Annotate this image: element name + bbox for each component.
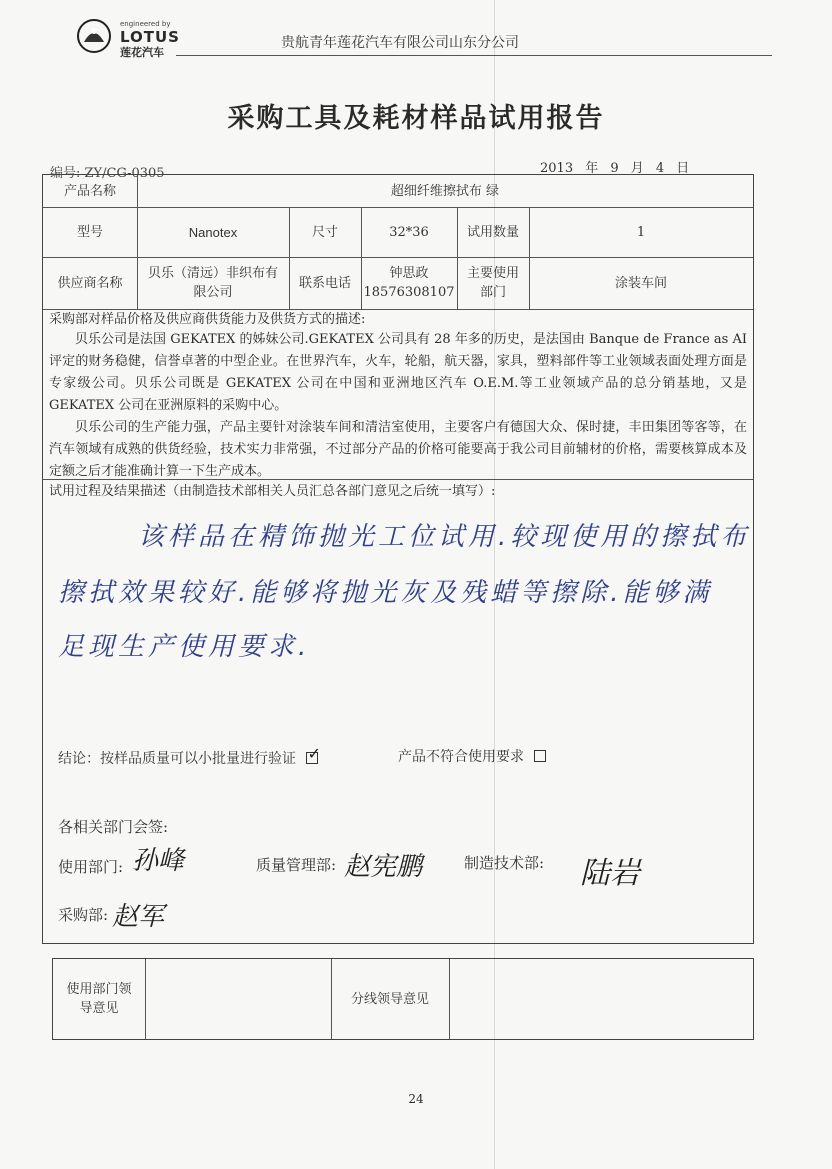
conclusion-approve <box>58 748 318 768</box>
logo-brand-cn: 莲花汽车 <box>120 46 164 59</box>
mfg-dept-label: 制造技术部: <box>464 854 545 872</box>
report-title: 采购工具及耗材样品试用报告 <box>227 103 605 134</box>
handwritten-result-line-2: 擦拭效果较好.能够将抛光灰及残蜡等擦除.能够满 <box>58 578 713 608</box>
use-leader-label: 使用部门领导意见 <box>66 982 132 1016</box>
col-divider <box>457 207 458 309</box>
conclusion-reject <box>398 746 546 766</box>
size-value: 32*36 <box>389 224 429 240</box>
purchase-dept-label: 采购部: <box>58 906 109 924</box>
mfg-dept-signature: 陆岩 <box>580 856 640 891</box>
header-rule <box>176 55 772 56</box>
reject-checkbox[interactable] <box>534 750 546 762</box>
branch-leader-label: 分线领导意见 <box>350 991 429 1007</box>
model-label: 型号 <box>76 224 103 240</box>
col-divider <box>449 959 450 1039</box>
supplier-label: 供应商名称 <box>57 275 123 291</box>
lotus-emblem-icon <box>76 18 112 54</box>
quality-dept-signature: 赵宪鹏 <box>344 852 423 882</box>
dept-value: 涂装车间 <box>614 275 667 291</box>
product-name-label: 产品名称 <box>63 183 116 199</box>
trial-qty-label: 试用数量 <box>466 224 519 240</box>
handwritten-result-line-1: 该样品在精饰抛光工位试用.较现使用的擦拭布 <box>138 522 751 552</box>
use-dept-label: 使用部门: <box>58 858 124 876</box>
leader-approval-box <box>52 958 754 1040</box>
model-value: Nanotex <box>188 224 238 240</box>
report-date: 2013 年 9 月 4 日 <box>540 161 690 176</box>
purchase-dept-signature: 赵军 <box>112 902 165 932</box>
nonconform-label: 产品不符合使用要求 <box>398 749 524 765</box>
size-label: 尺寸 <box>311 224 338 240</box>
approve-checkbox[interactable] <box>306 752 318 764</box>
document-number: 编号: ZY/CG-0305 <box>50 166 165 181</box>
handwritten-result-line-3: 足现生产使用要求. <box>58 632 311 662</box>
logo-engineered-by: engineered by <box>120 20 171 28</box>
contact-value: 钟思政 18576308107 <box>363 266 455 300</box>
contact-label: 联系电话 <box>299 275 352 291</box>
description-paragraph-2: 贝乐公司的生产能力强，产品主要针对涂装车间和清洁室使用，主要客户有德国大众、保时捷，丰田集团等客等，在汽车领域有成熟的供货经验，技术实力非常强，不过部分产品的价格可能要高于我公司目前辅材的价格，需要核算成本及定额之后才能准确计算一下生产成本。 <box>49 420 747 479</box>
quality-dept-label: 质量管理部: <box>256 856 337 874</box>
conclusion-label: 结论：按样品质量可以小批量进行验证 <box>58 751 296 767</box>
supplier-value: 贝乐（清远）非织布有限公司 <box>147 266 278 300</box>
col-divider <box>145 959 146 1039</box>
product-name-value: 超细纤维擦拭布 绿 <box>390 183 500 199</box>
company-name: 贵航青年莲花汽车有限公司山东分公司 <box>281 35 519 51</box>
description-label: 采购部对样品价格及供应商供货能力及供货方式的描述: <box>49 312 366 327</box>
dept-label: 主要使用部门 <box>467 266 520 300</box>
description-paragraph-1: 贝乐公司是法国 GEKATEX 的姊妹公司.GEKATEX 公司具有 28 年多的历史，是法国由 Banque de France as AI 评定的财务稳健，信誉卓著的中型企业。在世界汽车，火车，轮船，航天器，家具，塑料部件等工业领域表面处理方面是专家级公司。贝乐公司既是 GEKATEX 公司在中国和亚洲地区汽车 O.E.M.等工业领域产品的总分销基地，又是 GEKATEX 公司在亚洲原料的采购中心。 <box>49 332 747 413</box>
trial-qty-value: 1 <box>636 224 646 240</box>
row-divider <box>43 309 753 310</box>
page-number: 24 <box>408 1092 424 1106</box>
signoff-label: 各相关部门会签: <box>58 818 169 836</box>
use-dept-signature: 孙峰 <box>132 846 185 876</box>
trial-description-label: 试用过程及结果描述（由制造技术部相关人员汇总各部门意见之后统一填写）: <box>49 484 496 499</box>
lotus-logo <box>76 14 186 60</box>
logo-brand: LOTUS <box>120 28 180 46</box>
